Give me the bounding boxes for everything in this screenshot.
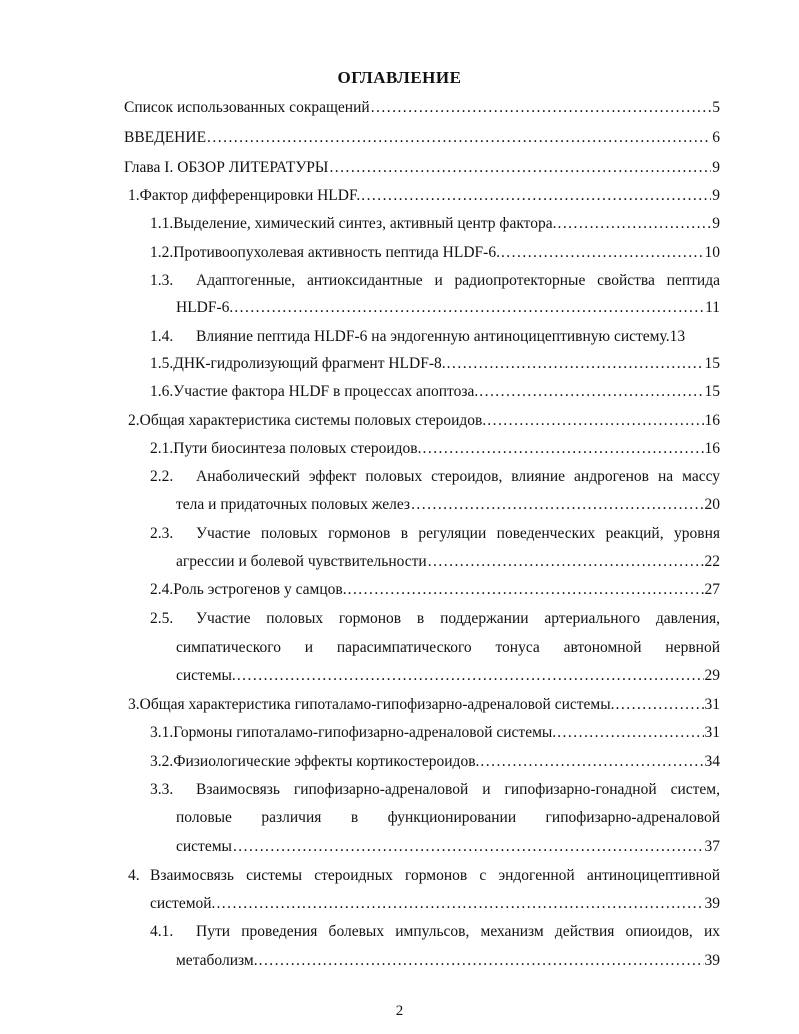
toc-entry-page: 31 — [704, 724, 720, 741]
leader-dots — [479, 380, 703, 404]
toc-entry — [150, 437, 720, 461]
toc-entry-text: Гормоны гипоталамо-гипофизарно-адреналовой системы. — [173, 724, 557, 741]
toc-entry-number: 4.1. — [150, 923, 174, 940]
leader-dots — [348, 578, 704, 602]
toc-entry-text: Участие половых гормонов в поддержании артериального давления, — [196, 610, 720, 627]
toc-entry-page: 39 — [704, 952, 720, 969]
toc-entry — [150, 920, 720, 944]
leader-dots — [259, 949, 704, 973]
leader-dots — [237, 664, 704, 688]
toc-entry-page: 15 — [704, 355, 720, 372]
leader-dots — [371, 96, 712, 120]
toc-entry-text: метаболизм. — [176, 952, 258, 969]
toc-entry — [150, 778, 720, 802]
toc-entry — [150, 607, 720, 631]
toc-entry-number: 1.4. — [150, 328, 174, 345]
leader-dots — [207, 126, 711, 150]
leader-dots — [480, 750, 703, 774]
leader-dots — [233, 835, 704, 859]
toc-entry-number: 2.1. — [150, 440, 174, 457]
toc-entry-text: тела и придаточных половых желез — [176, 496, 411, 513]
toc-entry-number: 1.6. — [150, 383, 174, 400]
toc-entry-text: Пути проведения болевых импульсов, механизм действия опиоидов, их — [196, 923, 720, 940]
toc-entry-text: Анаболический эффект половых стероидов, влияние андрогенов на массу — [196, 468, 720, 485]
toc-entry-page: 27 — [704, 581, 720, 598]
toc-entry-text: Список использованных сокращений — [124, 99, 370, 116]
toc-entry-page: 6 — [712, 129, 720, 146]
toc-entry — [150, 578, 720, 602]
leader-dots — [423, 437, 704, 461]
toc-title: ОГЛАВЛЕНИЕ — [337, 68, 462, 87]
toc-entry-text: Общая характеристика системы половых стероидов. — [139, 412, 487, 429]
toc-entry-text: Участие фактора HLDF в процессах апоптоза. — [173, 383, 479, 400]
toc-entry-page: 9 — [712, 187, 720, 204]
toc-entry — [128, 409, 720, 433]
toc-entry-page: 10 — [704, 244, 720, 261]
toc-entry-page: 16 — [704, 440, 720, 457]
leader-dots — [361, 184, 711, 208]
toc-entry-page: 5 — [712, 99, 720, 116]
toc-entry-number: 2.5. — [150, 610, 174, 627]
toc-entry — [128, 693, 720, 717]
toc-entry-continuation — [176, 550, 720, 574]
toc-entry-text: HLDF-6. — [176, 299, 234, 316]
toc-entry — [150, 522, 720, 546]
toc-entry-page: 29 — [704, 667, 720, 684]
leader-dots — [616, 693, 704, 717]
leader-dots — [501, 241, 704, 265]
toc-entry-text: ДНК-гидролизующий фрагмент HLDF-8. — [173, 355, 446, 372]
toc-entry-text: системы — [176, 838, 232, 855]
toc-entry — [124, 126, 720, 150]
leader-dots — [234, 296, 704, 320]
toc-entry — [128, 864, 720, 888]
toc-entry-text: Участие половых гормонов в регуляции поведенческих реакций, уровня — [196, 525, 720, 542]
toc-entry-text: Влияние пептида HLDF-6 на эндогенную антиноцицептивную систему. — [196, 328, 670, 345]
toc-entry — [150, 352, 720, 376]
toc-entry — [124, 96, 720, 120]
toc-entry-continuation — [176, 636, 720, 660]
toc-entry-number: 2.4. — [150, 581, 174, 598]
toc-entry-page: 9 — [712, 159, 720, 176]
toc-entry-number: 2. — [128, 412, 140, 429]
toc-entry-text: системы. — [176, 667, 236, 684]
toc-entry-page: 31 — [704, 696, 720, 713]
toc-entry-page: 9 — [712, 215, 720, 232]
toc-entry-number: 1.2. — [150, 244, 174, 261]
toc-entry-text: Противоопухолевая активность пептида HLDF-6. — [173, 244, 500, 261]
toc-entry-text: Адаптогенные, антиоксидантные и радиопротекторные свойства пептида — [196, 272, 720, 289]
toc-entry — [150, 269, 720, 293]
toc-entry-number: 1.3. — [150, 272, 174, 289]
toc-entry-text: Взаимосвязь системы стероидных гормонов с эндогенной антиноцицептивной — [150, 867, 720, 884]
toc-entry-number: 1.1. — [150, 215, 174, 232]
toc-entry-text: Роль эстрогенов у самцов. — [173, 581, 347, 598]
toc-entry — [150, 380, 720, 404]
toc-entry-text: Выделение, химический синтез, активный центр фактора. — [173, 215, 557, 232]
toc-entry — [150, 465, 720, 489]
toc-entry-text: системой. — [150, 895, 216, 912]
toc-entry-text: половые различия в функционировании гипофизарно-адреналовой — [176, 809, 720, 826]
toc-entry — [128, 184, 720, 208]
leader-dots — [411, 493, 703, 517]
toc-entry-number: 3.1. — [150, 724, 174, 741]
toc-entry-number: 3.3. — [150, 781, 174, 798]
toc-entry-continuation — [150, 892, 720, 916]
toc-entry-page: 20 — [704, 496, 720, 513]
toc-entry-continuation — [176, 296, 720, 320]
toc-entry-continuation — [176, 664, 720, 688]
toc-entry-page: 15 — [704, 383, 720, 400]
toc-entry-number: 2.2. — [150, 468, 174, 485]
toc-entry-page: 22 — [704, 553, 720, 570]
leader-dots — [557, 721, 703, 745]
toc-entry-page: 34 — [704, 753, 720, 770]
page-number: 2 — [395, 1003, 404, 1019]
toc-entry-continuation — [176, 835, 720, 859]
toc-entry-text: агрессии и болевой чувствительности — [176, 553, 427, 570]
toc-entry-page: 13 — [669, 328, 686, 345]
toc-entry-text: ВВЕДЕНИЕ — [124, 129, 207, 146]
toc-entry — [150, 212, 720, 236]
toc-entry — [150, 325, 720, 349]
toc-entry-page: 16 — [704, 412, 720, 429]
toc-entry-page: 11 — [705, 299, 720, 316]
leader-dots — [487, 409, 703, 433]
toc-entry-number: 2.3. — [150, 525, 174, 542]
leader-dots — [447, 352, 704, 376]
toc-entry — [150, 721, 720, 745]
toc-entry-number: 4. — [128, 867, 140, 884]
toc-entry-continuation — [176, 806, 720, 830]
toc-entry-number: 1. — [128, 187, 140, 204]
toc-entry-number: 3. — [128, 696, 140, 713]
toc-entry-page: 39 — [704, 895, 720, 912]
toc-entry — [150, 750, 720, 774]
toc-entry-page: 37 — [704, 838, 720, 855]
leader-dots — [428, 550, 704, 574]
leader-dots — [216, 892, 703, 916]
toc-entry-continuation — [176, 493, 720, 517]
toc-entry-text: Общая характеристика гипоталамо-гипофизарно-адреналовой системы. — [139, 696, 615, 713]
toc-entry-text: симпатического и парасимпатического тонуса автономной нервной — [176, 639, 720, 656]
toc-entry-text: Пути биосинтеза половых стероидов. — [173, 440, 422, 457]
toc-entry-continuation — [176, 949, 720, 973]
toc-entry — [124, 156, 720, 180]
leader-dots — [329, 156, 711, 180]
leader-dots — [557, 212, 711, 236]
toc-entry-text: Взаимосвязь гипофизарно-адреналовой и гипофизарно-гонадной систем, — [196, 781, 720, 798]
toc-entry-number: 3.2. — [150, 753, 174, 770]
toc-entry-text: Глава I. ОБЗОР ЛИТЕРАТУРЫ — [124, 159, 329, 176]
toc-entry — [150, 241, 720, 265]
toc-entry-text: Физиологические эффекты кортикостероидов. — [173, 753, 480, 770]
toc-entry-text: Фактор дифференцировки HLDF. — [139, 187, 361, 204]
toc-entry-number: 1.5. — [150, 355, 174, 372]
